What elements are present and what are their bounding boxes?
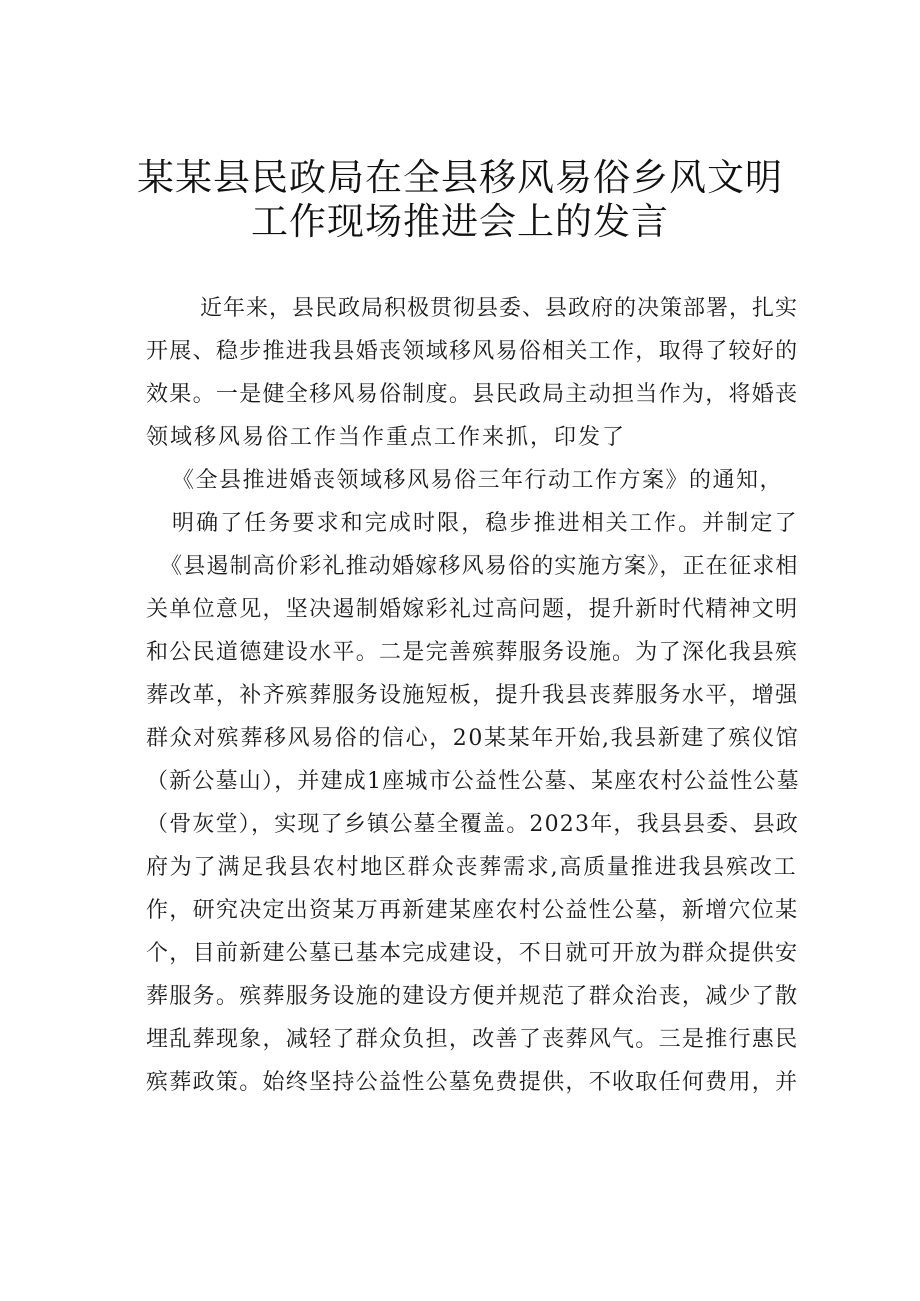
body-line: 埋乱葬现象，减轻了群众负担，改善了丧葬风气。三是推行惠民 bbox=[146, 1027, 799, 1052]
body-line: 效果。一是健全移风易俗制度。县民政局主动担当作为，将婚丧 bbox=[146, 382, 799, 407]
body-line: 明确了任务要求和完成时限，稳步推进相关工作。并制定了 bbox=[172, 511, 799, 536]
body-line: （新公墓山），并建成1座城市公益性公墓、某座农村公益性公墓 bbox=[146, 769, 800, 794]
body-line: 《全县推进婚丧领域移风易俗三年行动工作方案》的通知， bbox=[172, 468, 784, 493]
body-line: 开展、稳步推进我县婚丧领域移风易俗相关工作，取得了较好的 bbox=[146, 339, 799, 364]
body-line: （骨灰堂），实现了乡镇公墓全覆盖。2023年，我县县委、县政 bbox=[146, 812, 799, 837]
body-line: 和公民道德建设水平。二是完善殡葬服务设施。为了深化我县殡 bbox=[146, 640, 799, 665]
body-line: 群众对殡葬移风易俗的信心，20某某年开始,我县新建了殡仪馆 bbox=[146, 726, 800, 751]
document-title-line-1: 某某县民政局在全县移风易俗乡风文明 bbox=[137, 156, 783, 199]
body-line: 关单位意见，坚决遏制婚嫁彩礼过高问题，提升新时代精神文明 bbox=[146, 597, 799, 622]
body-line: 《县遏制高价彩礼推动婚嫁移风易俗的实施方案》，正在征求相 bbox=[160, 554, 799, 579]
document-title-line-2: 工作现场推进会上的发言 bbox=[251, 200, 669, 243]
body-line: 殡葬政策。始终坚持公益性公墓免费提供，不收取任何费用，并 bbox=[146, 1070, 799, 1095]
body-line: 作，研究决定出资某万再新建某座农村公益性公墓，新增穴位某 bbox=[146, 898, 799, 923]
body-line: 葬改革，补齐殡葬服务设施短板，提升我县丧葬服务水平，增强 bbox=[146, 683, 799, 708]
body-line: 个，目前新建公墓已基本完成建设，不日就可开放为群众提供安 bbox=[146, 941, 799, 966]
body-line: 领域移风易俗工作当作重点工作来抓，印发了 bbox=[146, 425, 627, 450]
body-line: 府为了满足我县农村地区群众丧葬需求,高质量推进我县殡改工 bbox=[146, 855, 798, 880]
body-line: 近年来，县民政局积极贯彻县委、县政府的决策部署，扎实 bbox=[200, 296, 799, 321]
body-line: 葬服务。殡葬服务设施的建设方便并规范了群众治丧，减少了散 bbox=[146, 984, 799, 1009]
